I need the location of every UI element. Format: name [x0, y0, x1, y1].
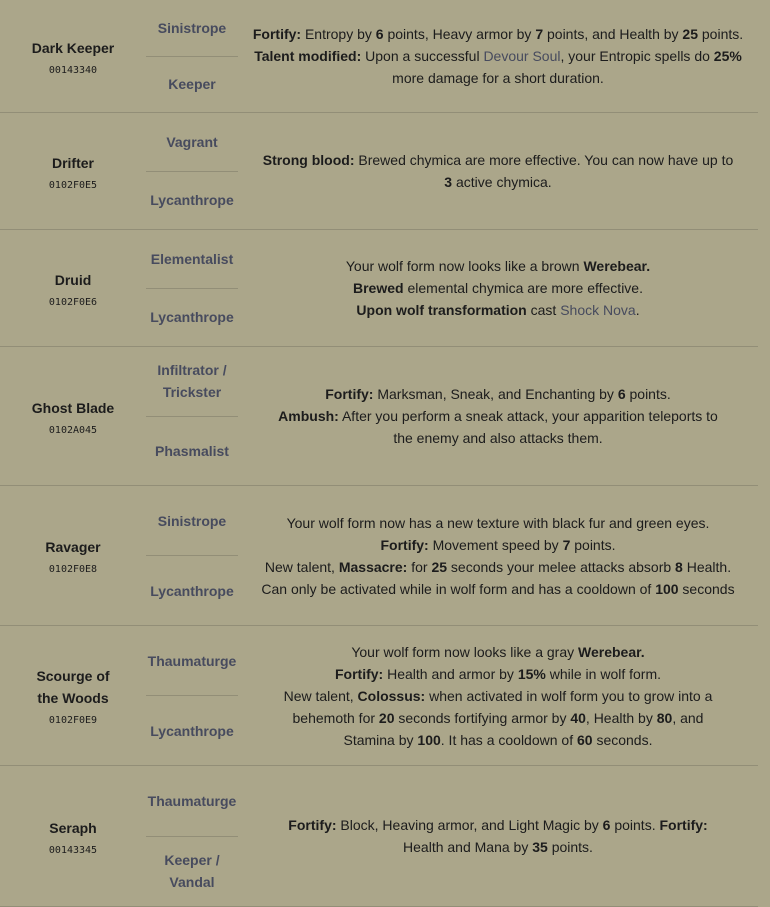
requirement-vagrant: [146, 113, 238, 171]
requirement-thaumaturge: [146, 626, 238, 695]
class-name: Druid: [54, 271, 92, 288]
bold-text: Fortify:: [288, 817, 337, 833]
text: elemental chymica are more effective.: [403, 280, 643, 296]
bold-text: Fortify:: [334, 665, 384, 682]
class-name: Dark Keeper: [31, 39, 115, 56]
requirements-cell: [146, 766, 238, 906]
text: Your wolf form now looks like a gray: [351, 643, 579, 660]
effect-line: [258, 534, 738, 556]
bold-text: Upon wolf transformation: [356, 302, 527, 318]
requirement-sinistrope: [146, 486, 238, 555]
form-id: 0102F0E8: [48, 564, 98, 575]
requirement-label: Sinistrope: [157, 19, 227, 36]
text: cast: [526, 302, 561, 318]
bold-text: 7: [535, 26, 544, 42]
effect-line: [273, 814, 723, 858]
effect-line: [278, 641, 718, 663]
requirements-cell: [146, 230, 238, 346]
effect-description-cell: [238, 486, 758, 625]
bold-text: 3: [444, 174, 453, 190]
requirement-label: Phasmalist: [155, 442, 229, 459]
bold-text: 20: [378, 709, 395, 726]
text: .: [635, 302, 640, 318]
bold-text: 6: [375, 26, 384, 42]
requirement-lycanthrope: [146, 288, 238, 347]
text: for: [407, 558, 432, 575]
bold-text: Talent modified:: [254, 48, 362, 64]
table-row: [0, 113, 758, 230]
requirements-cell: [146, 486, 238, 625]
text: Your wolf form now has a new texture with black fur and green eyes.: [286, 514, 710, 531]
effect-description: [268, 383, 728, 449]
text: while in wolf form.: [545, 665, 662, 682]
text: After you perform a sneak attack, your apparition teleports to the enemy and also attacks them.: [338, 408, 718, 446]
text: New talent,: [264, 558, 339, 575]
requirement-label: Lycanthrope: [150, 722, 234, 739]
text: seconds: [678, 580, 735, 597]
class-name-cell: [0, 766, 146, 906]
requirement-label: Infiltrator / Trickster: [157, 362, 227, 401]
bold-text: Fortify:: [380, 536, 429, 553]
requirement-keeper: [146, 56, 238, 113]
effect-description: [258, 149, 738, 193]
class-name: Ghost Blade: [31, 399, 115, 416]
bold-text: 25: [431, 558, 448, 575]
text: points.: [610, 817, 660, 833]
class-name-cell: [0, 230, 146, 346]
bold-text: 25: [682, 26, 698, 42]
table-row: [0, 486, 758, 626]
text: Upon a successful: [361, 48, 484, 64]
text: Health. Can only be activated while in wolf form and has a cooldown of: [261, 558, 732, 597]
requirement-label: Keeper: [168, 76, 216, 93]
text: Brewed chymica are more effective. You can now have up to: [354, 152, 734, 168]
effect-description-cell: [238, 113, 758, 229]
text: more damage for a short duration.: [392, 70, 604, 86]
bold-text: Fortify:: [252, 26, 302, 42]
bold-text: 8: [675, 558, 683, 575]
bold-text: 25%: [713, 48, 742, 64]
text: seconds your melee attacks absorb: [447, 558, 676, 575]
bold-text: 60: [576, 731, 593, 748]
effect-line: [346, 277, 650, 299]
class-name-cell: [0, 486, 146, 625]
bold-text: 6: [617, 386, 626, 402]
text: Health and Mana by: [403, 839, 533, 855]
effect-line: [268, 383, 728, 405]
effect-description-cell: [238, 230, 758, 346]
requirements-cell: [146, 347, 238, 485]
requirements-cell: [146, 626, 238, 765]
effect-description-cell: [238, 0, 758, 112]
effect-line: [242, 45, 754, 89]
form-id: 0102F0E6: [48, 296, 98, 308]
effect-line: [242, 23, 754, 45]
requirement-thaumaturge: [146, 766, 238, 836]
text: Health and armor by: [383, 665, 518, 682]
class-name: Drifter: [51, 154, 94, 171]
class-name-cell: [0, 0, 146, 112]
effect-description: [242, 23, 754, 89]
text: points, Heavy armor by: [383, 26, 536, 42]
table-row: [0, 626, 758, 766]
text: Movement speed by: [428, 536, 563, 553]
text: points.: [625, 386, 671, 402]
table-row: [0, 347, 758, 486]
bold-text: Massacre:: [338, 558, 408, 575]
effect-line: [278, 685, 718, 751]
requirement-label: Thaumaturge: [147, 792, 237, 809]
bold-text: 35: [532, 839, 548, 855]
effect-description-cell: [238, 626, 758, 765]
effect-line: [258, 512, 738, 534]
text: Marksman, Sneak, and Enchanting by: [373, 386, 618, 402]
requirement-phasmalist: [146, 416, 238, 486]
bold-text: Colossus:: [357, 687, 426, 704]
form-id: 0102F0E5: [48, 179, 98, 191]
requirement-infiltrator-trickster: [146, 347, 238, 416]
requirement-sinistrope: [146, 0, 238, 56]
text: seconds fortifying armor by: [394, 709, 571, 726]
effect-description-cell: [238, 347, 758, 485]
form-id: 0102F0E9: [48, 715, 98, 726]
bold-text: 6: [602, 817, 611, 833]
bold-text: Ambush:: [278, 408, 339, 424]
requirement-lycanthrope: [146, 555, 238, 625]
requirement-keeper-vandal: [146, 836, 238, 907]
requirement-label: Thaumaturge: [147, 652, 237, 669]
class-name-cell: [0, 626, 146, 765]
bold-text: Werebear.: [578, 643, 645, 660]
class-name: Ravager: [45, 539, 101, 555]
bold-text: Werebear.: [583, 258, 651, 274]
effect-line: [346, 255, 650, 277]
form-id: 0102A045: [48, 424, 98, 436]
effect-description: [346, 255, 650, 321]
bold-text: Strong blood:: [262, 152, 355, 168]
spell-link[interactable]: Devour Soul: [483, 48, 561, 64]
requirement-lycanthrope: [146, 695, 238, 765]
class-name: Scourge of the Woods: [36, 668, 110, 706]
bold-text: 100: [655, 580, 679, 597]
bold-text: Fortify:: [325, 386, 374, 402]
form-id: 00143340: [48, 64, 98, 76]
table-row: [0, 230, 758, 347]
requirements-cell: [146, 0, 238, 112]
form-id: 00143345: [48, 844, 98, 856]
requirement-label: Lycanthrope: [150, 582, 234, 599]
text: Block, Heaving armor, and Light Magic by: [336, 817, 603, 833]
requirement-label: Vagrant: [166, 133, 218, 150]
bold-text: 15%: [517, 665, 546, 682]
text: when activated in wolf form you to grow into a behemoth for: [292, 687, 713, 726]
class-name-cell: [0, 113, 146, 229]
text: , Health by: [585, 709, 657, 726]
effect-line: [278, 663, 718, 685]
text: Entropy by: [301, 26, 376, 42]
table-row: [0, 766, 758, 907]
bold-text: 100: [417, 731, 441, 748]
text: seconds.: [592, 731, 653, 748]
effect-line: [258, 556, 738, 600]
text: , your Entropic spells do: [560, 48, 714, 64]
effect-description: [258, 512, 738, 600]
text: points.: [570, 536, 616, 553]
class-name-cell: [0, 347, 146, 485]
requirement-label: Sinistrope: [157, 512, 227, 529]
text: active chymica.: [452, 174, 552, 190]
spell-link[interactable]: Shock Nova: [560, 302, 636, 318]
bold-text: 80: [656, 709, 673, 726]
requirement-label: Elementalist: [150, 250, 234, 267]
effect-line: [268, 405, 728, 449]
effect-description: [273, 814, 723, 858]
effect-line: [258, 149, 738, 193]
requirement-elementalist: [146, 230, 238, 288]
bold-text: 40: [570, 709, 586, 726]
requirement-lycanthrope: [146, 171, 238, 230]
requirement-label: Lycanthrope: [150, 309, 234, 326]
bold-text: Brewed: [353, 280, 404, 296]
requirement-label: Lycanthrope: [150, 192, 234, 209]
text: points, and Health by: [543, 26, 683, 42]
text: Your wolf form now looks like a brown: [345, 258, 584, 274]
text: points.: [698, 26, 744, 42]
effect-description-cell: [238, 766, 758, 906]
text: , and Stamina by: [343, 709, 704, 748]
requirements-cell: [146, 113, 238, 229]
text: New talent,: [283, 687, 358, 704]
effect-line: [346, 299, 650, 321]
text: points.: [547, 839, 593, 855]
table-row: [0, 0, 758, 113]
bold-text: Fortify:: [659, 817, 708, 833]
requirement-label: Keeper / Vandal: [164, 852, 220, 891]
bold-text: 7: [562, 536, 571, 553]
effect-description: [278, 641, 718, 751]
class-name: Seraph: [49, 819, 97, 836]
text: . It has a cooldown of: [440, 731, 577, 748]
